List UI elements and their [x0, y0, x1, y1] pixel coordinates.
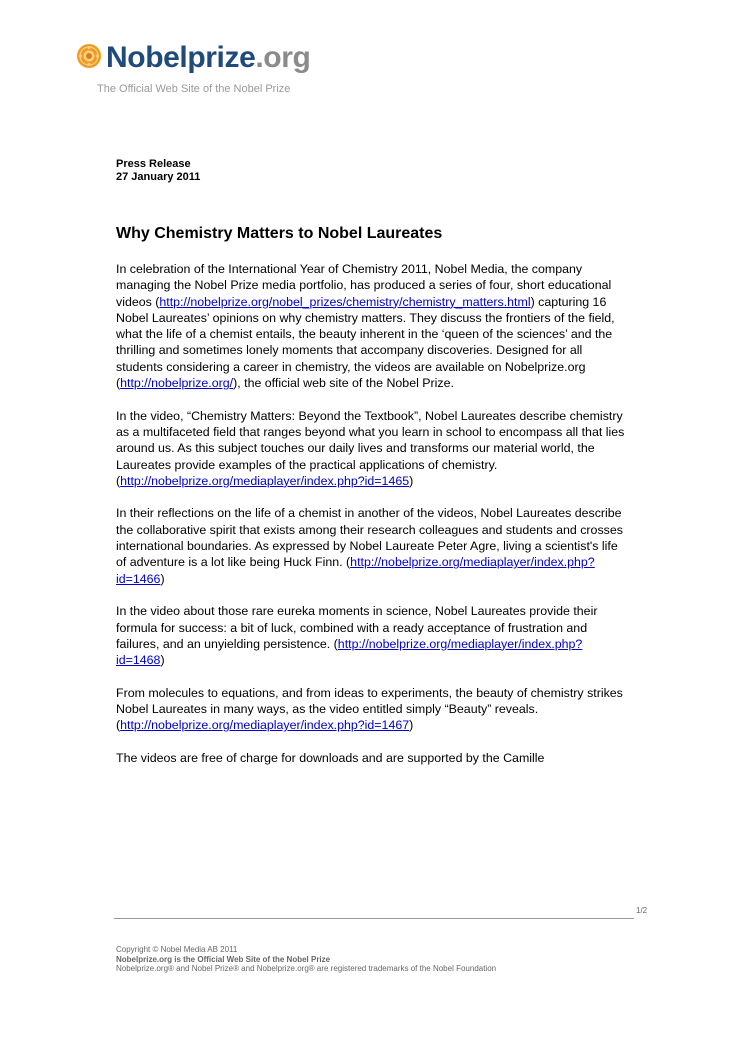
footer-trademark: Nobelprize.org® and Nobel Prize® and Nobelprize.org® are registered trademarks of the Nobel Foundation	[116, 964, 497, 973]
logo-tagline: The Official Web Site of the Nobel Prize	[97, 83, 291, 95]
paragraph-3: In their reflections on the life of a chemist in another of the videos, Nobel Laureates describe the collaborative spirit that exists among their research colleagues and students and crosses international boundaries. As expressed by Nobel Laureate Peter Agre, living a scientist's life of adventure is a lot like being Huck Finn. (http://nobelprize.org/mediaplayer/index.php?id=1466)	[116, 506, 623, 586]
nobel-medal-icon	[76, 43, 102, 69]
paragraph-1: In celebration of the International Year of Chemistry 2011, Nobel Media, the company managing the Nobel Prize media portfolio, has produced a series of four, short educational videos (http://nobelprize.org/nobel_prizes/chemistry/chemistry_matters.html) capturing 16 Nobel Laureates’ opinions on why chemistry matters. They discuss the frontiers of the field, what the life of a chemist entails, the beauty inherent in the ‘queen of the sciences’ and the thrilling and sometimes lonely moments that accompany discoveries. Designed for all students considering a career in chemistry, the videos are available on Nobelprize.org (http://nobelprize.org/), the official web site of the Nobel Prize.	[116, 262, 615, 391]
video-link-1466[interactable]: http://nobelprize.org/mediaplayer/index.php?id=1466	[116, 555, 595, 586]
video-link-1467[interactable]: http://nobelprize.org/mediaplayer/index.php?id=1467	[120, 718, 410, 733]
footer-divider	[114, 918, 634, 919]
footer	[116, 945, 496, 974]
paragraph-6: The videos are free of charge for downloads and are supported by the Camille	[116, 750, 545, 765]
paragraph-5: From molecules to equations, and from ideas to experiments, the beauty of chemistry strikes Nobel Laureates in many ways, as the video entitled simply “Beauty” reveals. (http://nobelprize.org/mediaplayer/index.php?id=1467)	[116, 685, 623, 733]
paragraph-2: In the video, “Chemistry Matters: Beyond the Textbook”, Nobel Laureates describe chemistry as a multifaceted field that ranges beyond what you learn in school to encompass all that lies around us. As this subject touches our daily lives and transforms our material world, the Laureates provide examples of the practical applications of chemistry. (http://nobelprize.org/mediaplayer/index.php?id=1465)	[116, 408, 625, 488]
video-link-1468[interactable]: http://nobelprize.org/mediaplayer/index.php?id=1468	[116, 636, 583, 668]
logo-name: Nobelprize	[106, 41, 256, 74]
footer-copyright: Copyright © Nobel Media AB 2011	[116, 945, 238, 954]
logo-tld: .org	[255, 41, 311, 74]
nobelprize-home-link[interactable]: http://nobelprize.org/	[120, 376, 234, 391]
document-body	[116, 261, 626, 783]
page-number: 1/2	[636, 906, 648, 915]
press-release-label: Press Release	[116, 158, 191, 170]
chemistry-matters-link[interactable]: http://nobelprize.org/nobel_prizes/chemistry/chemistry_matters.html	[159, 294, 531, 309]
video-link-1465[interactable]: http://nobelprize.org/mediaplayer/index.php?id=1465	[120, 473, 410, 488]
press-release-date: 27 January 2011	[116, 171, 201, 183]
logo-wordmark	[106, 40, 310, 76]
nobelprize-logo[interactable]	[76, 40, 376, 100]
press-release-header	[116, 158, 200, 184]
footer-official-site: Nobelprize.org is the Official Web Site of the Nobel Prize	[116, 954, 331, 964]
document-title: Why Chemistry Matters to Nobel Laureates	[116, 225, 443, 242]
paragraph-4: In the video about those rare eureka moments in science, Nobel Laureates provide their formula for success: a bit of luck, combined with a ready acceptance of frustration and failures, and an unyielding persistence. (http://nobelprize.org/mediaplayer/index.php?id=1468)	[116, 604, 598, 668]
